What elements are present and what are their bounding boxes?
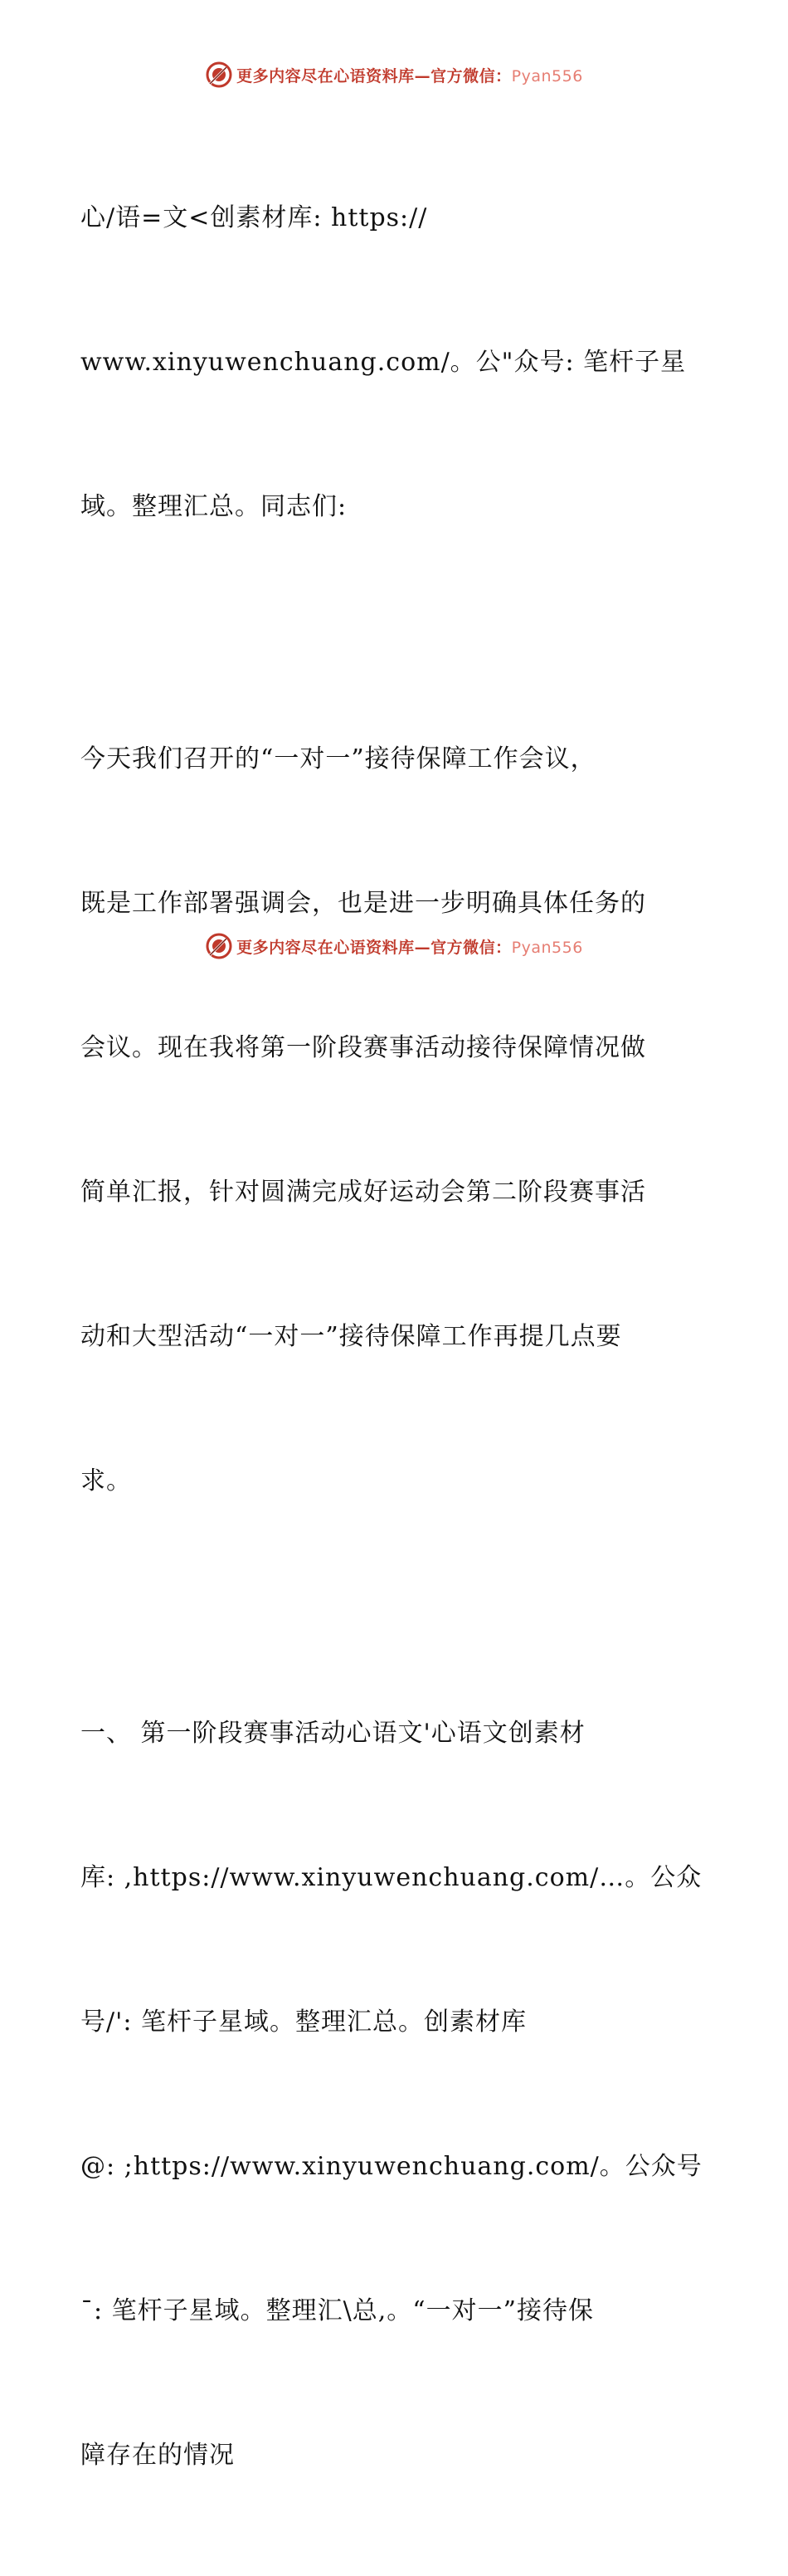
text-line: ¯: 笔杆子星域。整理汇\总,。“一对一”接待保 <box>80 2296 594 2325</box>
paragraph-2 <box>80 639 711 1602</box>
banner-prefix: 更多内容尽在心语资料库—官方微信： <box>236 66 512 85</box>
text-line: 障存在的情况 <box>80 2441 235 2470</box>
banner-handle: Pyan556 <box>511 66 583 85</box>
text-line: @: ;https://www.xinyuwenchuang.com/。公众号 <box>80 2152 703 2181</box>
text-line: 简单汇报，针对圆满完成好运动会第二阶段赛事活 <box>80 1178 646 1207</box>
brand-logo-icon <box>205 61 233 89</box>
footer-banner <box>0 929 788 963</box>
text-line: 域。整理汇总。同志们: <box>80 492 348 521</box>
text-line: www.xinyuwenchuang.com/。公"众号: 笔杆子星 <box>80 348 687 377</box>
banner-text <box>236 64 583 86</box>
banner-prefix: 更多内容尽在心语资料库—官方微信： <box>236 938 512 957</box>
text-line: 会议。现在我将第一阶段赛事活动接待保障情况做 <box>80 1033 646 1062</box>
document-body <box>80 98 711 2576</box>
text-line: 一、 第一阶段赛事活动心语文'心语文创素材 <box>80 1719 586 1748</box>
banner-text <box>236 935 583 958</box>
text-line: 号/': 笔杆子星域。整理汇总。创素材库 <box>80 2008 527 2037</box>
paragraph-3 <box>80 1613 711 2576</box>
header-banner <box>0 58 788 91</box>
paragraph-1 <box>80 98 711 627</box>
text-line: 今天我们召开的“一对一”接待保障工作会议， <box>80 744 596 773</box>
text-line: 动和大型活动“一对一”接待保障工作再提几点要 <box>80 1322 622 1351</box>
banner-handle: Pyan556 <box>511 938 583 957</box>
brand-logo-icon <box>205 932 233 960</box>
text-line: 既是工作部署强调会，也是进一步明确具体任务的 <box>80 889 646 918</box>
text-line: 求。 <box>80 1466 132 1495</box>
text-line: 库: ,https://www.xinyuwenchuang.com/…。公众 <box>80 1863 703 1892</box>
text-line: 心/语=文<创素材库: https:// <box>80 203 428 232</box>
